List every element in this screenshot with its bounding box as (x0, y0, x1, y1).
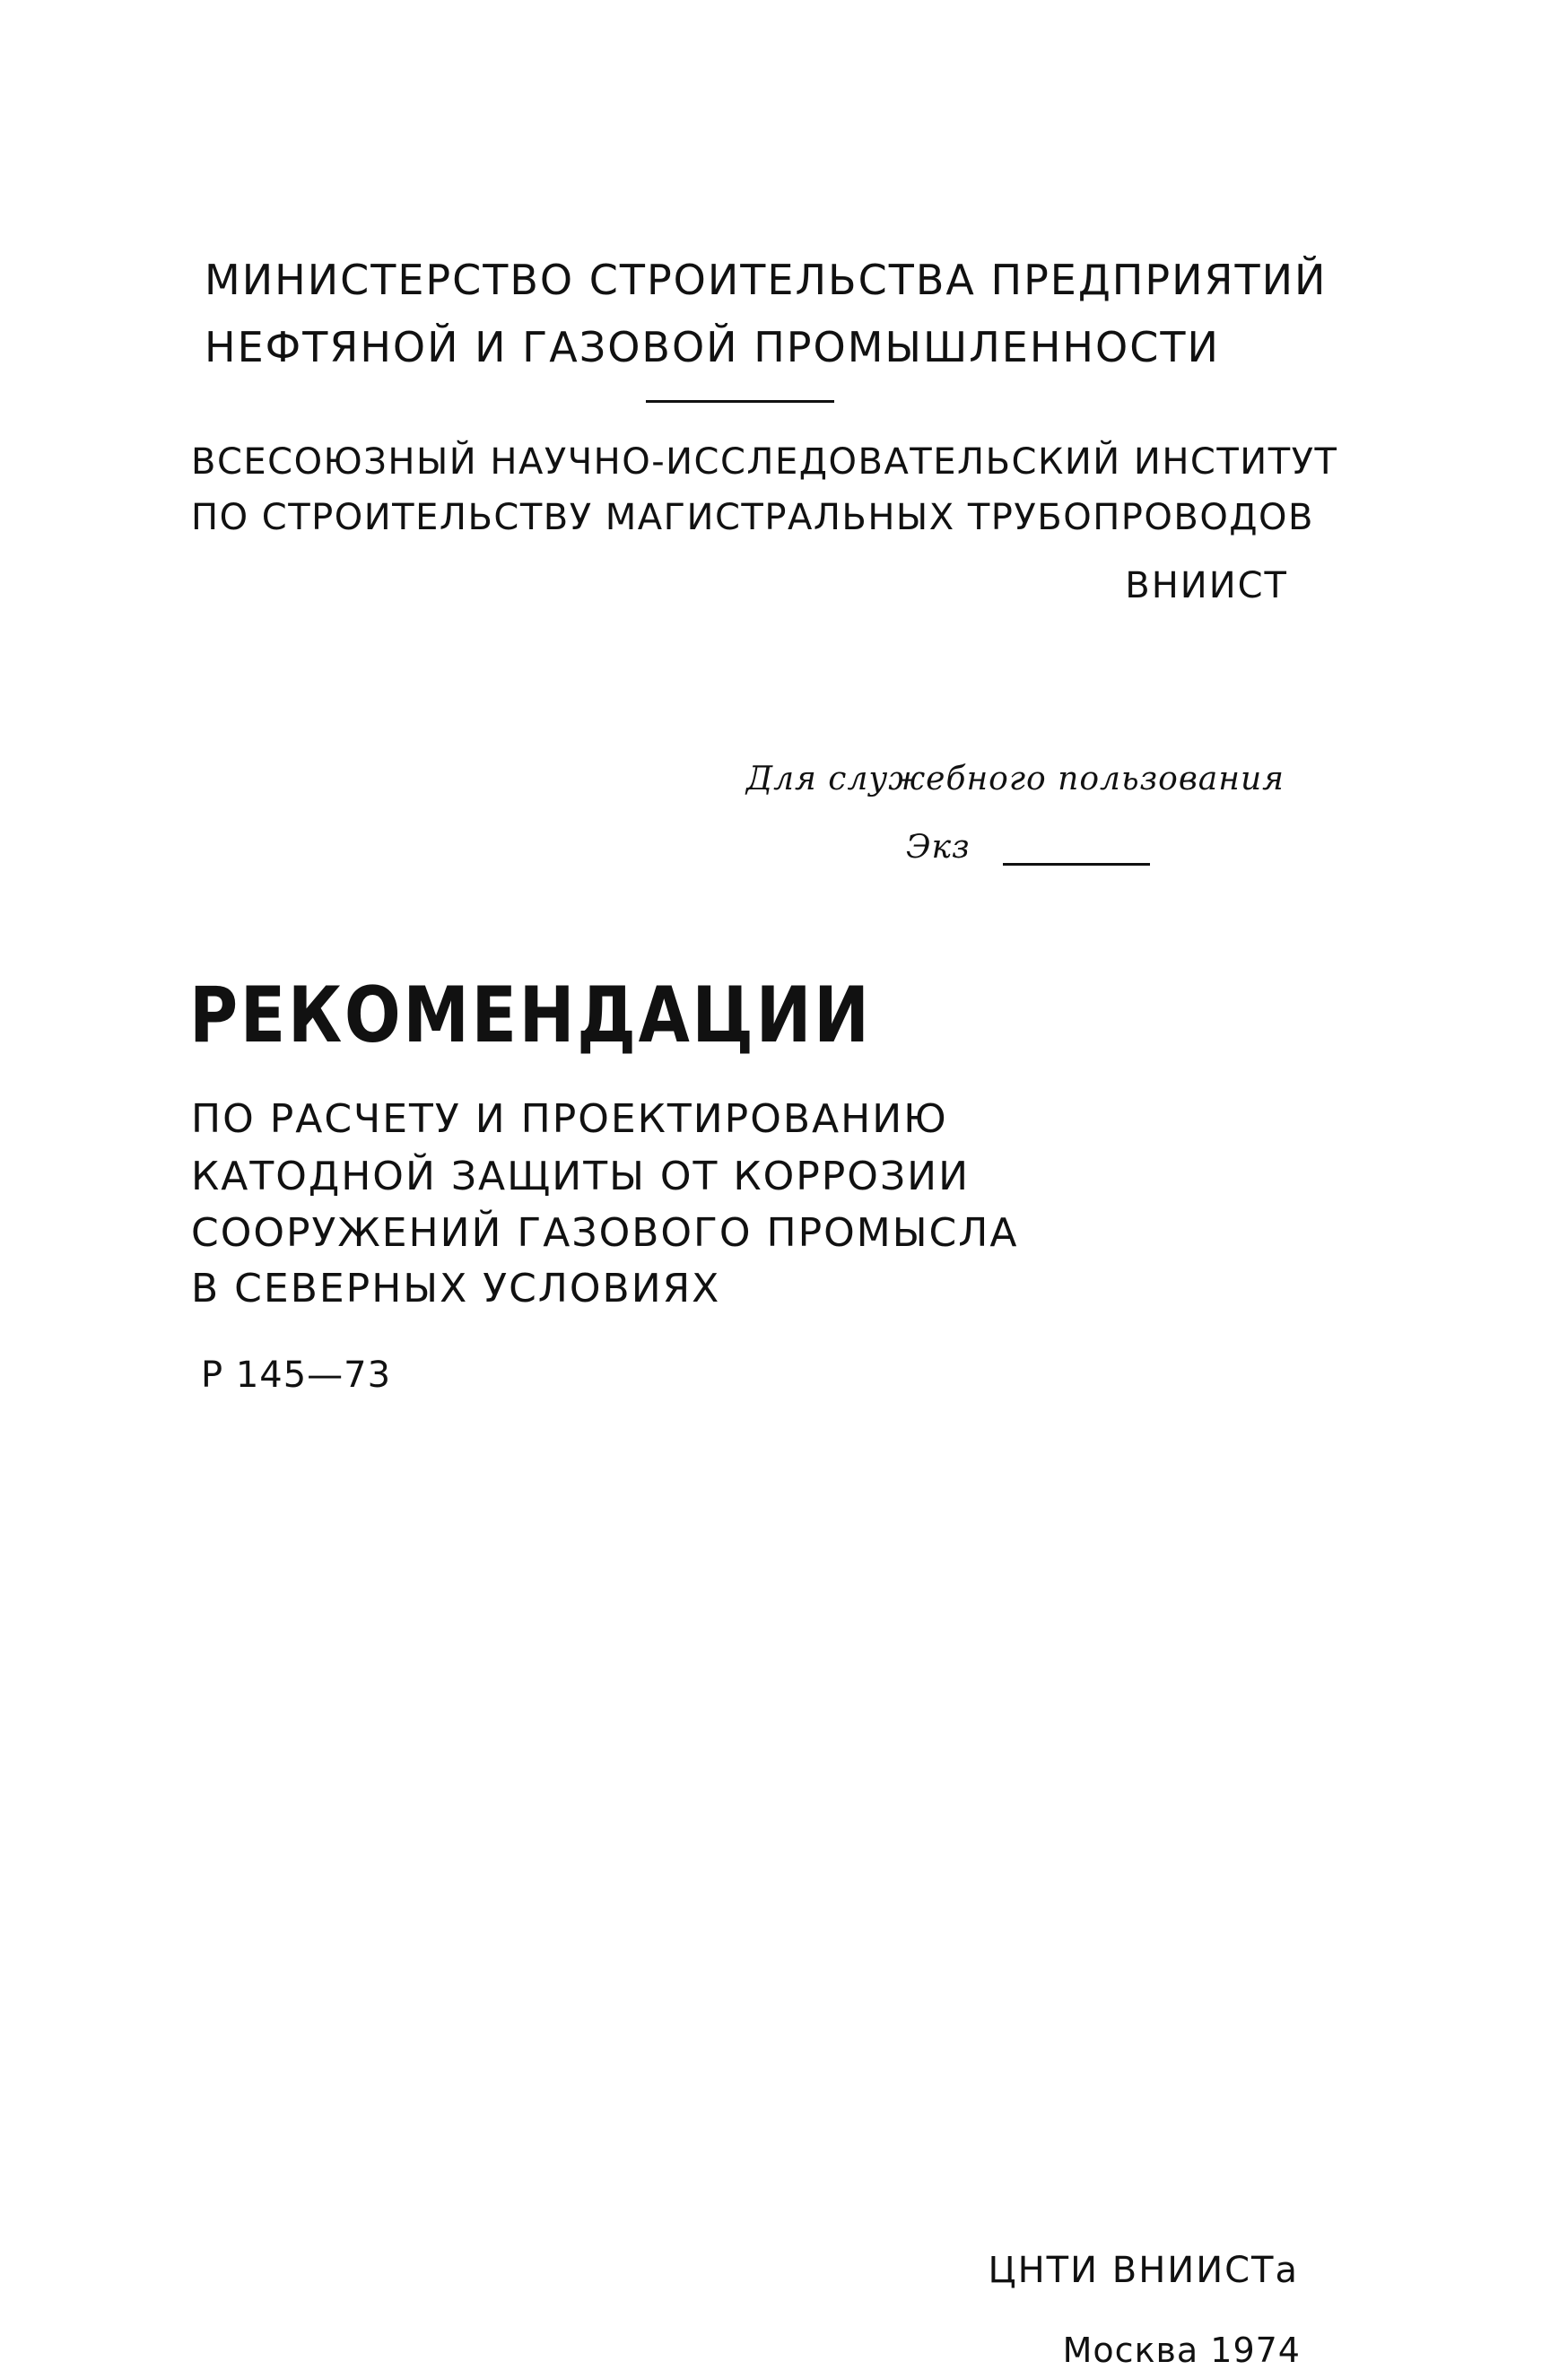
document-subtitle-line-4: В СЕВЕРНЫХ УСЛОВИЯХ (191, 1266, 721, 1311)
publication-city-year: Москва 1974 (1062, 2331, 1301, 2370)
ministry-name-line-1: МИНИСТЕРСТВО СТРОИТЕЛЬСТВА ПРЕДПРИЯТИЙ (205, 256, 1328, 304)
copy-number-blank (1003, 863, 1150, 866)
institute-name-line-2: ПО СТРОИТЕЛЬСТВУ МАГИСТРАЛЬНЫХ ТРУБОПРОВОДОВ (191, 497, 1314, 538)
institute-name-line-1: ВСЕСОЮЗНЫЙ НАУЧНО-ИССЛЕДОВАТЕЛЬСКИЙ ИНСТИТУТ (191, 441, 1338, 483)
restricted-use-note: Для служебного пользования (745, 761, 1285, 797)
header-divider (646, 400, 834, 403)
document-number: Р 145—73 (201, 1355, 392, 1396)
copy-number-label: Экз (906, 829, 971, 866)
document-subtitle-line-1: ПО РАСЧЕТУ И ПРОЕКТИРОВАНИЮ (191, 1096, 948, 1142)
ministry-name-line-2: НЕФТЯНОЙ И ГАЗОВОЙ ПРОМЫШЛЕННОСТИ (205, 323, 1220, 371)
document-subtitle-line-3: СООРУЖЕНИЙ ГАЗОВОГО ПРОМЫСЛА (191, 1210, 1019, 1256)
document-subtitle-line-2: КАТОДНОЙ ЗАЩИТЫ ОТ КОРРОЗИИ (191, 1154, 970, 1199)
publisher-name: ЦНТИ ВНИИСТа (988, 2250, 1299, 2291)
institute-abbreviation: ВНИИСТ (1125, 565, 1288, 606)
document-title: РЕКОМЕНДАЦИИ (189, 971, 872, 1060)
